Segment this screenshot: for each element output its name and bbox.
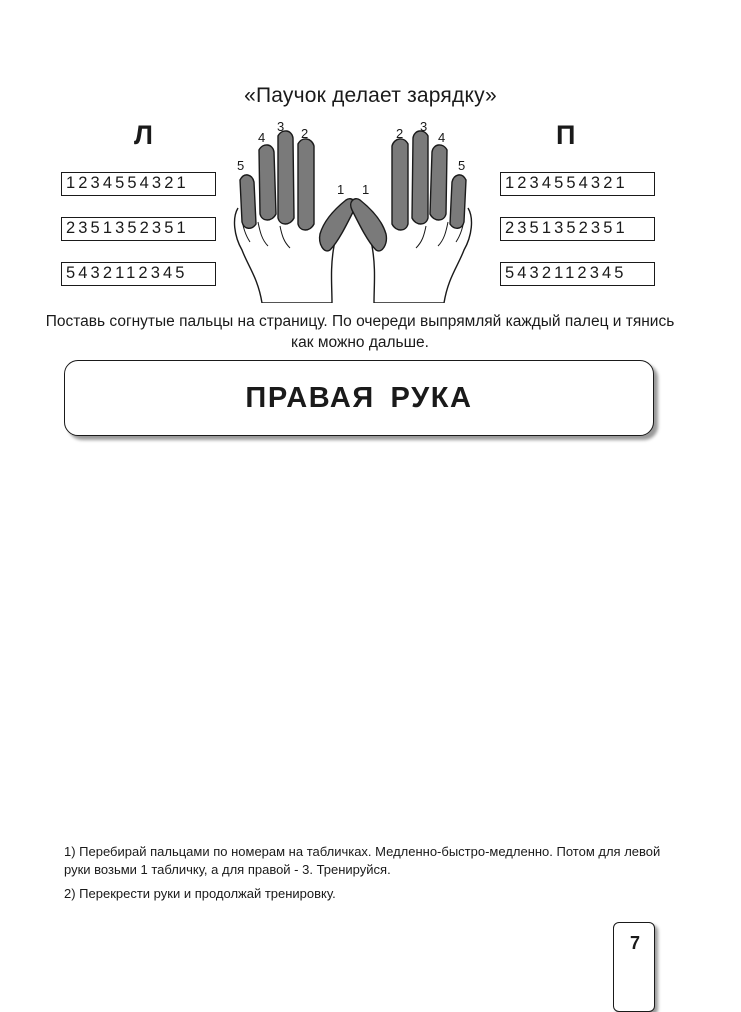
right-finger-5	[450, 175, 466, 228]
left-finger-2	[298, 139, 314, 230]
right-sequence-box: 1234554321	[500, 172, 655, 196]
right-finger-number: 2	[396, 126, 404, 141]
right-hand-drawing	[351, 131, 472, 303]
page-number-tab	[613, 922, 655, 1012]
right-finger-4	[430, 145, 447, 220]
left-hand-drawing	[235, 131, 356, 303]
left-sequence-box: 1234554321	[61, 172, 216, 196]
right-sequence-list	[500, 172, 655, 307]
page-title: «Паучок делает зарядку»	[244, 84, 497, 107]
right-finger-number: 3	[420, 119, 428, 134]
left-sequence-list	[61, 172, 216, 307]
footnote-item: 1) Перебирай пальцами по номерам на табличках. Медленно-быстро-медленно. Потом для левой руки возьми 1 табличку, а для правой - 3. Тренируйся.	[64, 844, 661, 877]
banner-title: ПРАВАЯ РУКА	[245, 381, 473, 414]
instruction-text: Поставь согнутые пальцы на страницу. По очереди выпрямляй каждый палец и тянись как можно дальше.	[45, 313, 675, 351]
right-finger-number: 4	[438, 130, 446, 145]
footnote-item: 2) Перекрести руки и продолжай тренировку.	[64, 886, 336, 901]
left-finger-number: 3	[277, 119, 285, 134]
page-number: 7	[629, 933, 640, 953]
left-finger-5	[240, 175, 256, 228]
right-sequence-box: 2351352351	[500, 217, 655, 241]
left-finger-number: 4	[258, 130, 266, 145]
right-finger-2	[392, 139, 408, 230]
right-finger-number: 1	[362, 182, 370, 197]
footnotes	[64, 843, 664, 909]
hands-illustration	[228, 118, 478, 303]
left-finger-number: 5	[237, 158, 245, 173]
right-finger-number: 5	[458, 158, 466, 173]
right-sequence-box: 5432112345	[500, 262, 655, 286]
left-sequence-box: 2351352351	[61, 217, 216, 241]
left-finger-number: 2	[301, 126, 309, 141]
left-finger-4	[259, 145, 276, 220]
left-finger-3	[278, 131, 294, 224]
right-hand-label: П	[556, 120, 576, 150]
left-hand-label: Л	[134, 120, 153, 150]
section-banner	[64, 360, 654, 436]
right-finger-3	[412, 131, 428, 224]
left-sequence-box: 5432112345	[61, 262, 216, 286]
left-finger-number: 1	[337, 182, 345, 197]
